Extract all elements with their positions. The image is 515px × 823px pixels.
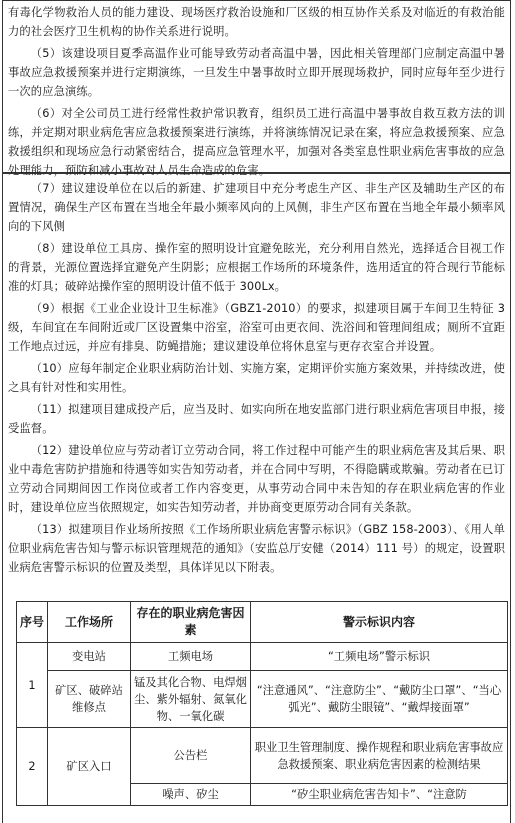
paragraph-block-top xyxy=(2,0,511,177)
header-workplace: 工作场所 xyxy=(48,602,131,643)
table-row xyxy=(17,643,508,671)
warning-sign-cell: “工频电场”警示标识 xyxy=(251,643,508,671)
workplace-cell: 矿区入口 xyxy=(48,728,131,806)
paragraph-13: （13）拟建项目作业场所按照《工作场所职业病危害警示标识》（GBZ 158-2003）、《用人单位职业病危害告知与警示标识管理规范的通知》（安监总厅安健（2014）111 号）的规定，设置职业病危害警示标识的位置及类型，具体详见以下附表。 xyxy=(8,523,505,574)
paragraph-6: （6）对全公司员工进行经常性救护常识教育，组织员工进行高温中暑事故自救互救方法的训练，并定期对职业病危害应急救援预案进行演练，并将演练情况记录在案，将应急救援预案、应急救援组织和现场应急行动紧密结合，提高应急管理水平，加强对各类室息性职业病危害事故的应急处理能力，预防和减小事故对人员生命造成的危害。 xyxy=(8,107,505,177)
workplace-cell: 变电站 xyxy=(48,643,131,671)
header-no: 序号 xyxy=(17,602,48,643)
hazard-sign-table xyxy=(16,601,508,806)
warning-sign-cell: 职业卫生管理制度、操作规程和职业病危害事故应急救援预案、职业病危害因素的检测结果 xyxy=(251,728,508,784)
paragraph-9: （9）根据《工业企业设计卫生标准》（GBZ1-2010）的要求，拟建项目属于车间卫生特征 3 级，车间宜在车间附近或厂区设置集中浴室，浴室可由更衣间、洗浴间和管理间组成；厕所不宜距工作地点过远，并应有排臭、防蝇措施；建议建设单位将休息室与更存衣室合并设置。 xyxy=(8,302,505,353)
hazard-factor-cell: 公告栏 xyxy=(131,728,251,784)
paragraph-8: （8）建设单位工具房、操作室的照明设计宜避免眩光，充分利用自然光，选择适合目视工作的背景，光源位置选择宜避免产生阴影；应根据工作场所的环境条件，选用适宜的符合现行节能标准的灯具；破碎站操作室的照明设计值不低于 300Lx。 xyxy=(8,242,505,293)
table-header-row xyxy=(17,602,508,643)
row-number: 2 xyxy=(17,728,48,806)
paragraph-7: （7）建议建设单位在以后的新建、扩建项目中充分考虑生产区、非生产区及辅助生产区的布置情况，确保生产区布置在当地全年最小频率风向的上风侧，非生产区布置在当地全年最小频率风向的下风侧 xyxy=(8,182,505,233)
paragraph-12: （12）建设单位应与劳动者订立劳动合同，将工作过程中可能产生的职业病危害及其后果、职业中毒危害防护措施和待遇等如实告知劳动者，并在合同中写明，不得隐瞒或欺骗。劳动者在已订立劳动合同期间因工作岗位或者工作内容变更，从事劳动合同中未告知的存在职业病危害的作业时，建设单位应当依照规定，如实告知劳动者，并协商变更原劳动合同有关条款。 xyxy=(8,444,505,514)
warning-sign-cell: “矽尘职业病危害告知卡”、“注意防 xyxy=(251,784,508,806)
paragraph-5: （5）该建设项目夏季高温作业可能导致劳动者高温中暑，因此相关管理部门应制定高温中暑事故应急救援预案并进行定期演练，一旦发生中暑事故时立即开展现场救护，同时应每年至少进行一次的应急演练。 xyxy=(8,47,505,98)
paragraph-cont: 有毒化学物救治人员的能力建设、现场医疗救治设施和厂区级的相互协作关系及对临近的有救治能力的社会医疗卫生机构的协作关系进行说明。 xyxy=(8,6,505,38)
table-row xyxy=(17,671,508,728)
hazard-factor-cell: 噪声、矽尘 xyxy=(131,784,251,806)
header-warning-sign: 警示标识内容 xyxy=(251,602,508,643)
paragraph-11: （11）拟建项目建成投产后，应当及时、如实向所在地安监部门进行职业病危害项目申报，接受监督。 xyxy=(8,403,505,435)
row-number: 1 xyxy=(17,643,48,728)
warning-sign-cell: “注意通风”、“注意防尘”、“戴防尘口罩”、“当心弧光”、戴防尘眼镜”、“戴焊接面罩” xyxy=(251,671,508,728)
paragraph-10: （10）应每年制定企业职业病防治计划、实施方案，定期评价实施方案效果，并持续改进，使之具有针对性和实用性。 xyxy=(8,362,505,394)
table-row xyxy=(17,728,508,784)
hazard-factor-cell: 锰及其化合物、电焊烟尘、紫外辐射、氮氧化物、一氧化碳 xyxy=(131,671,251,728)
hazard-factor-cell: 工频电场 xyxy=(131,643,251,671)
workplace-cell: 矿区、破碎站维修点 xyxy=(48,671,131,728)
header-hazard-factor: 存在的职业病危害因素 xyxy=(131,602,251,643)
